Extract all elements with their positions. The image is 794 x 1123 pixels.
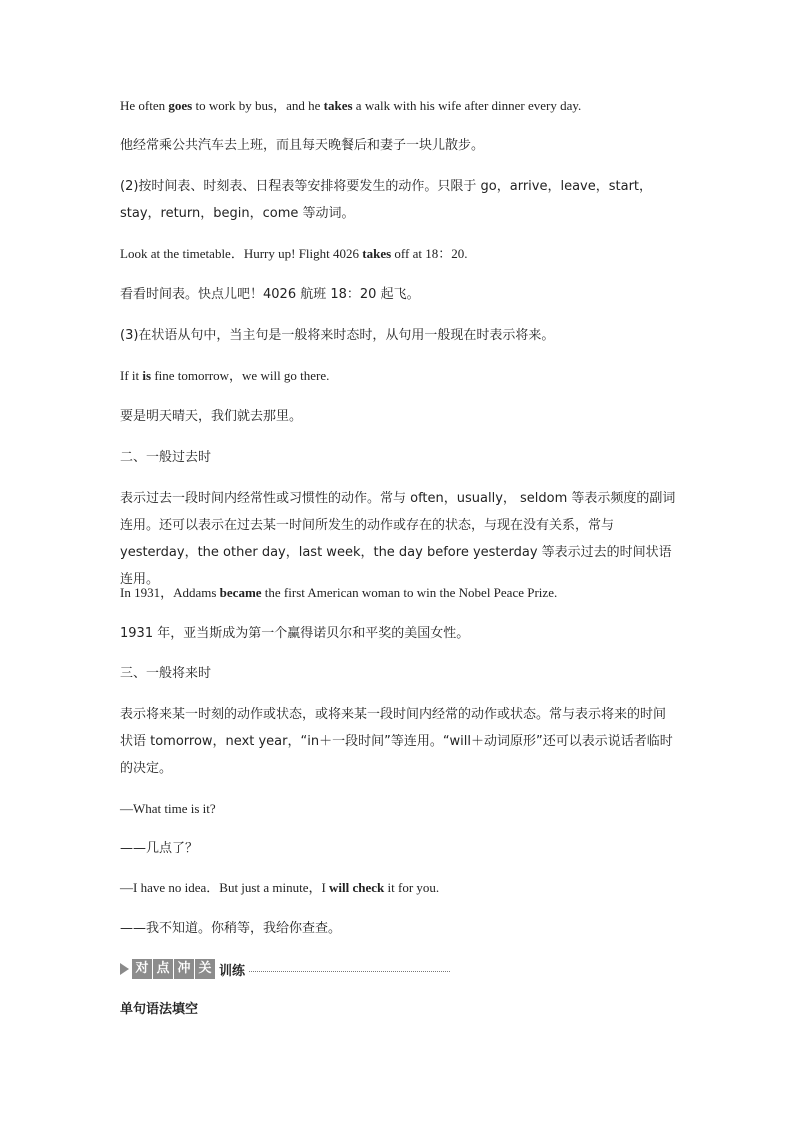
text-run: Look at the timetable．Hurry up! Flight 4026	[120, 246, 363, 261]
bold-verb: takes	[362, 246, 392, 261]
text-run: fine tomorrow，we will go there.	[151, 368, 330, 383]
heading-simple-future: 三、一般将来时	[120, 666, 212, 681]
dialogue-translation-1: ——几点了？	[120, 841, 199, 856]
bold-verb: is	[142, 368, 152, 383]
practice-banner	[120, 958, 450, 980]
simple-future-paragraph: 表示将来某一时刻的动作或状态，或将来某一段时间内经常的动作或状态。常与表示将来的时间状语 tomorrow，next year，“in＋一段时间”等连用。“will＋动词原形”还可以表示说话者临时的决定。	[120, 707, 673, 776]
example-translation-3: 要是明天晴天，我们就去那里。	[120, 409, 303, 424]
example-sentence-en-3	[120, 362, 676, 389]
banner-char-box: 对	[132, 959, 152, 979]
banner-char-box: 点	[153, 959, 173, 979]
bold-verb: takes	[323, 98, 353, 113]
text-run: a walk with his wife after dinner every day.	[352, 98, 582, 113]
play-triangle-icon	[120, 963, 129, 975]
example-sentence-en-4	[120, 579, 676, 606]
example-translation-4: 1931 年，亚当斯成为第一个赢得诺贝尔和平奖的美国女性。	[120, 626, 470, 641]
banner-word: 训练	[219, 963, 246, 979]
banner-char-box: 关	[195, 959, 215, 979]
dotted-divider	[249, 971, 450, 972]
bold-verb: became	[219, 585, 262, 600]
example-sentence-en-2	[120, 240, 676, 267]
text-run: In 1931，Addams	[120, 585, 220, 600]
text-run: to work by bus，and he	[192, 98, 324, 113]
banner-char-box: 冲	[174, 959, 194, 979]
section-title: 单句语法填空	[120, 1002, 199, 1017]
simple-past-paragraph: 表示过去一段时间内经常性或习惯性的动作。常与 often，usually， seldom 等表示频度的副词连用。还可以表示在过去某一时间所发生的动作或存在的状态，与现在没有关系，常与 yesterday，the other day，last week，the day before yesterday 等表示过去的时间状语连用。	[120, 491, 676, 587]
text-run: If it	[120, 368, 143, 383]
bold-verb: will check	[329, 880, 385, 895]
dialogue-translation-2: ——我不知道。你稍等，我给你查查。	[120, 921, 342, 936]
bold-verb: goes	[168, 98, 193, 113]
example-translation-1: 他经常乘公共汽车去上班，而且每天晚餐后和妻子一块儿散步。	[120, 138, 485, 153]
example-sentence-en-1	[120, 92, 676, 119]
dialogue-line-1: —What time is it?	[120, 801, 216, 816]
heading-simple-past: 二、一般过去时	[120, 450, 212, 465]
dialogue-line-2	[120, 874, 676, 901]
rule-2-paragraph: (2)按时间表、时刻表、日程表等安排将要发生的动作。只限于 go，arrive，leave，start，stay，return，begin，come 等动词。	[120, 179, 653, 221]
text-run: the first American woman to win the Nobel Peace Prize.	[261, 585, 558, 600]
text-run: —I have no idea．But just a minute，I	[120, 880, 330, 895]
text-run: off at 18：20.	[391, 246, 468, 261]
rule-3-paragraph: (3)在状语从句中，当主句是一般将来时态时，从句用一般现在时表示将来。	[120, 328, 555, 343]
text-run: He often	[120, 98, 169, 113]
text-run: it for you.	[384, 880, 440, 895]
example-translation-2: 看看时间表。快点儿吧！4026 航班 18：20 起飞。	[120, 287, 420, 302]
